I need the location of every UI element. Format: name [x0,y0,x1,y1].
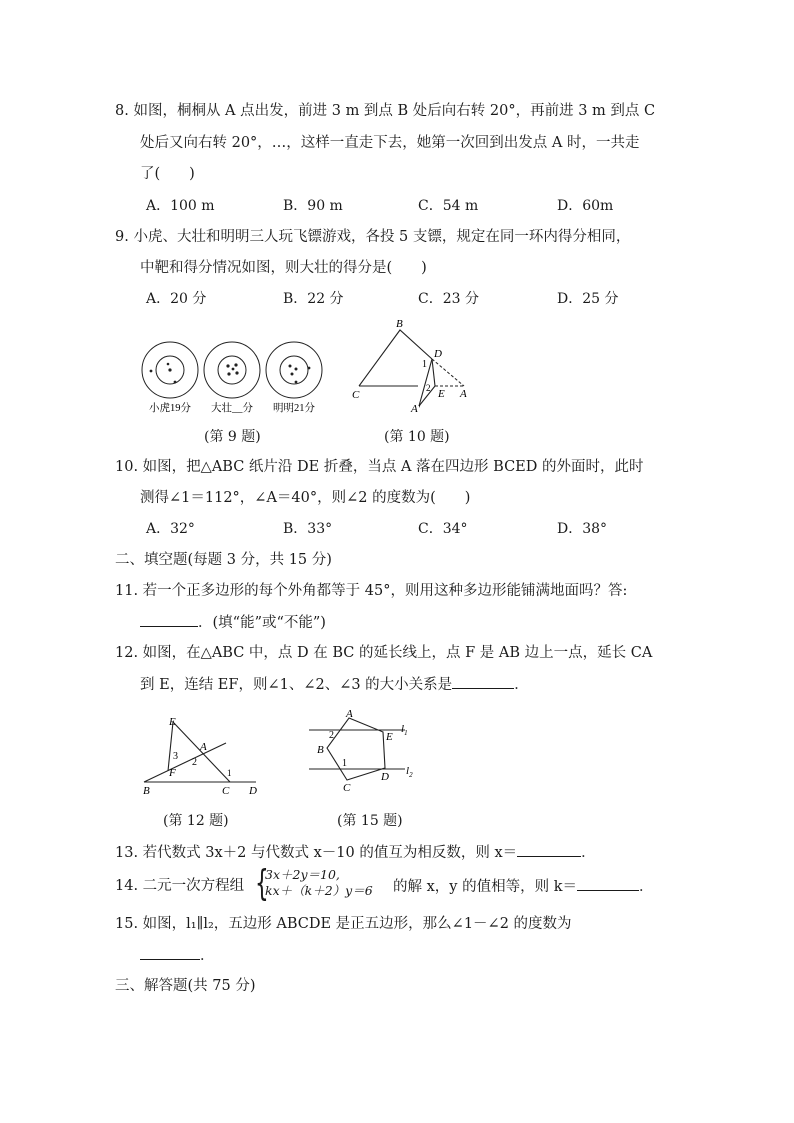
q10-option-d: D．38° [557,521,608,537]
q15-line1: 15. 如图，l₁∥l₂，五边形 ABCDE 是正五边形，那么∠1－∠2 的度数为 [115,916,572,932]
q9-line1: 9. 小虎、大壮和明明三人玩飞镖游戏，各投 5 支镖，规定在同一环内得分相同， [115,229,631,245]
q10-option-b: B．33° [283,521,333,537]
q14-eq2: kx＋（k＋2）y＝6 [265,883,373,898]
q10-line2: 测得∠1＝112°，∠A＝40°，则∠2 的度数为( ) [140,490,471,506]
q8-option-a: A．100 m [146,198,215,214]
fig12-angle-1: 1 [227,768,232,778]
q14-eq1: 3x＋2y＝10, [265,867,340,882]
fig15-label-l1: $l_1$ [401,723,408,737]
fig15-label-c: C [343,782,351,794]
q9-option-c: C．23 分 [418,291,479,307]
fig12-label-a: A [200,741,207,753]
q8-option-d: D．60m [557,198,614,214]
fig12-label-c: C [222,785,230,796]
figure-15-diagram [305,704,425,794]
q14-answer-blank[interactable] [577,876,639,891]
q12-answer-blank[interactable] [452,674,514,689]
fig10-angle-1: 1 [422,359,427,370]
q13-text: 13. 若代数式 3x＋2 与代数式 x－10 的值互为相反数，则 x＝ [115,845,518,861]
dartboard-mingming [266,342,322,398]
q14-suffix-line [393,876,653,897]
figure-12-caption: (第 12 题) [163,813,229,829]
q10-option-a: A．32° [146,521,195,537]
fig12-label-b: B [143,785,150,796]
section-2-title: 二、填空题(每题 3 分，共 15 分) [115,552,332,568]
label-mingming: 明明21分 [273,403,315,414]
label-xiaohu: 小虎19分 [149,403,191,414]
q9-option-d: D．25 分 [557,291,619,307]
q8-option-b: B．90 m [283,198,343,214]
dartboard-xiaohu [142,342,198,398]
q13-line [115,842,596,863]
q14-end: ． [638,879,654,895]
fig10-label-e: E [438,388,445,400]
q15-line2-text: ． [200,948,215,964]
q15-answer-blank[interactable] [140,945,200,960]
fig12-label-e: E [169,716,176,728]
q15-line2 [140,945,215,966]
fig15-label-l2: $l_2$ [406,765,413,779]
fig10-label-b: B [396,318,403,330]
fig12-label-d: D [249,785,257,796]
q11-line1: 11. 若一个正多边形的每个外角都等于 45°，则用这种多边形能铺满地面吗？答: [115,583,628,599]
fig15-angle-2: 2 [329,730,334,741]
q9-option-a: A．20 分 [146,291,207,307]
q13-answer-blank[interactable] [517,842,581,857]
fig10-label-a: A [460,388,467,400]
fig12-angle-2: 2 [192,757,197,768]
q11-line2-text: ．(填“能”或“不能”) [198,615,326,631]
figure-10-diagram [345,316,485,416]
q12-line2 [140,674,529,695]
fig10-label-c: C [352,389,360,401]
q14-brace: { [255,863,269,904]
fig12-label-f: F [169,767,176,779]
q8-line3: 了( ) [140,166,195,182]
fig15-angle-1: 1 [342,758,347,769]
q12-line2-end: ． [514,677,529,693]
fig12-angle-3: 3 [173,751,178,762]
figure-9-dartboards [138,335,328,417]
q10-line1: 10. 如图，把△ABC 纸片沿 DE 折叠，当点 A 落在四边形 BCED 的外面时，此时 [115,459,644,475]
q9-option-b: B．22 分 [283,291,344,307]
q11-answer-blank[interactable] [140,612,198,627]
fig15-label-a: A [346,708,353,720]
q8-line2: 处后又向右转 20°，…，这样一直走下去，她第一次回到出发点 A 时，一共走 [140,135,640,151]
dartboard-dazhuang [204,342,260,398]
q8-option-c: C．54 m [418,198,479,214]
section-3-title: 三、解答题(共 75 分) [115,978,256,994]
q12-line2-text: 到 E，连结 EF，则∠1、∠2、∠3 的大小关系是 [140,677,453,693]
fig10-label-d: D [434,348,442,360]
q14-suffix: 的解 x，y 的值相等，则 k＝ [393,879,577,895]
q13-end: ． [581,845,596,861]
q9-line2: 中靶和得分情况如图，则大壮的得分是( ) [140,260,427,276]
figure-10-caption: (第 10 题) [384,429,450,445]
fig15-label-b: B [317,744,324,756]
q12-line1: 12. 如图，在△ABC 中，点 D 在 BC 的延长线上，点 F 是 AB 边上一点，延长 CA [115,645,653,661]
q11-line2 [140,612,326,633]
fig15-label-e: E [386,731,393,743]
figure-12-diagram [138,712,268,796]
fig10-label-a-prime: A′ [411,403,421,415]
q14-prefix: 14. 二元一次方程组 [115,878,245,894]
fig10-angle-2: 2 [426,383,431,393]
figure-9-caption: (第 9 题) [204,429,261,445]
q10-option-c: C．34° [418,521,468,537]
fig15-label-d: D [381,771,389,783]
label-dazhuang: 大壮__分 [211,403,253,414]
q8-line1: 8. 如图，桐桐从 A 点出发，前进 3 m 到点 B 处后向右转 20°，再前进 3 m 到点 C [115,103,656,119]
figure-15-caption: (第 15 题) [337,813,403,829]
